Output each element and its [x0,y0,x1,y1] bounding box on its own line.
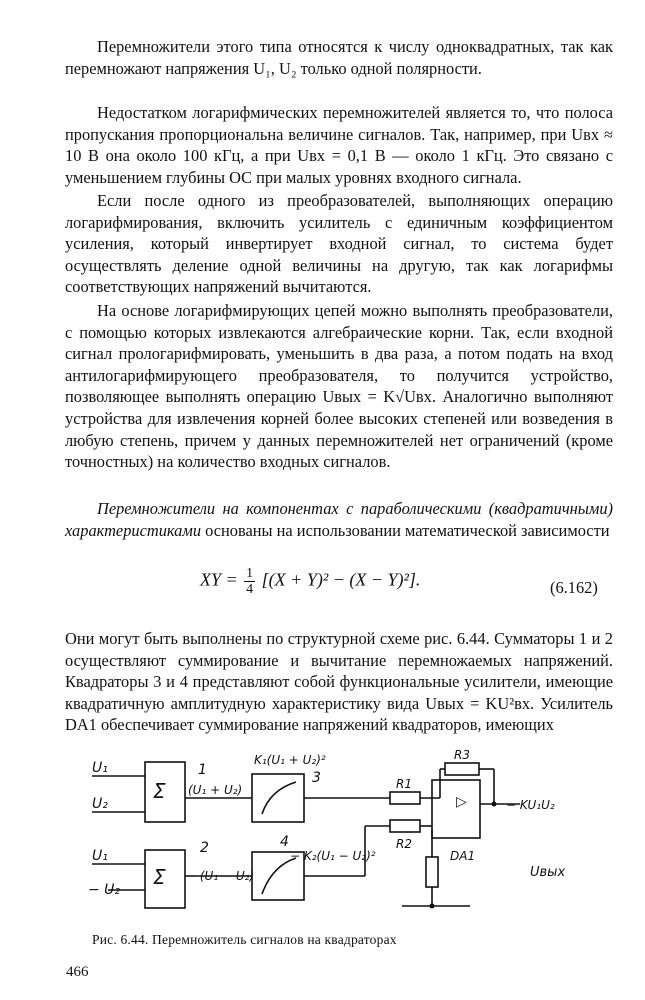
paragraph-1: Перемножители этого типа относятся к числу одноквадратных, так как перемножают напряжения U₁, U₂ только одной полярности. [65,37,613,78]
op-amp-symbol: ▷ [456,794,467,810]
paragraph-3: Если после одного из преобразователей, выполняющих операцию логарифмирования, включить усилитель с единичным коэффициентом усиления, который инвертирует входной сигнал, то система будет осуществлять деление одной величины на другую, так как логарифмы соответствующих напряжений вычитаются. [65,191,613,297]
sigma-2: Σ [153,865,166,889]
squarer-4-number: 4 [280,834,289,850]
label-u1-top: U₁ [92,760,108,776]
summer-2-number: 2 [200,840,209,856]
label-uvyh: Uвых [530,865,566,880]
paragraph-5-rest: основаны на использовании математической зависимости [205,520,610,540]
label-u1-bottom: U₁ [92,848,108,864]
squarer-3-number: 3 [312,770,321,786]
label-da1: DA1 [450,849,476,863]
resistor-r2 [390,820,420,832]
equation-rhs: [(X + Y)² − (X − Y)²]. [261,569,421,590]
resistor-ground [426,857,438,887]
page-number: 466 [66,964,89,980]
squarer-4-output: − K₂(U₁ − U₂)² [290,849,376,863]
paragraph-5 [65,498,613,541]
sigma-1: Σ [153,779,166,803]
summer-2-output: − (U₁ − U₂) [186,869,255,883]
summer-1-number: 1 [198,762,207,778]
label-r2: R2 [396,837,412,851]
paragraph-5-italic: Перемножители на компонентах с параболическими (квадратичными) характеристиками [65,499,613,540]
resistor-r1 [390,792,420,804]
figure-6-44-schematic [0,740,645,930]
fraction-numerator: 1 [246,566,254,581]
equation-number: (6.162) [550,578,598,597]
equation-lhs: XY [200,569,222,590]
summer-1-output: (U₁ + U₂) [188,783,243,797]
label-minus-u2: − U₂ [88,882,121,898]
label-r1: R1 [396,777,412,791]
resistor-r3 [445,763,479,775]
paragraph-2: Недостатком логарифмических перемножителей является то, что полоса пропускания пропорциональна величине сигналов. Так, например, при Uвх ≈ 10 В она около 100 кГц, а при Uвх = 0,1 В — около 1 кГц. Это связано с уменьшением глубины ОС при малых уровнях входного сигнала. [65,103,613,187]
equation-fraction [244,566,255,597]
squarer-3 [252,774,304,822]
label-u2-top: U₂ [92,796,108,812]
output-label: − KU₁U₂ [506,798,555,812]
paragraph-4: На основе логарифмирующих цепей можно выполнять преобразователи, с помощью которых извлекаются алгебраические корни. Так, если входной сигнал прологарифмировать, уменьшить в два раза, а потом подать на вход антилогарифмирующего преобразователя, то получится устройство, позволяющее выполнять операцию Uвых = K√Uвх. Аналогично выполняют устройства для извлечения корней более высоких степеней или возведения в любую степень, причем у данных перемножителей нет ограничений (кроме точностных) на количество входных сигналов. [65,301,613,472]
label-r3: R3 [454,748,470,762]
figure-caption: Рис. 6.44. Перемножитель сигналов на квадраторах [92,932,397,947]
equation-6-162: XY = $\frac{1}{4}$ [(X + Y)² − (X − Y)²]. [200,566,421,597]
fraction-denominator: 4 [246,582,254,597]
squarer-3-output: K₁(U₁ + U₂)² [254,753,326,767]
paragraph-6: Они могут быть выполнены по структурной схеме рис. 6.44. Сумматоры 1 и 2 осуществляют суммирование и вычитание перемножаемых напряжений. Квадраторы 3 и 4 представляют собой функциональные усилители, имеющие квадратичную амплитудную характеристику вида Uвых = KU²вх. Усилитель DA1 обеспечивает суммирование напряжений квадраторов, имеющих [65,629,613,735]
